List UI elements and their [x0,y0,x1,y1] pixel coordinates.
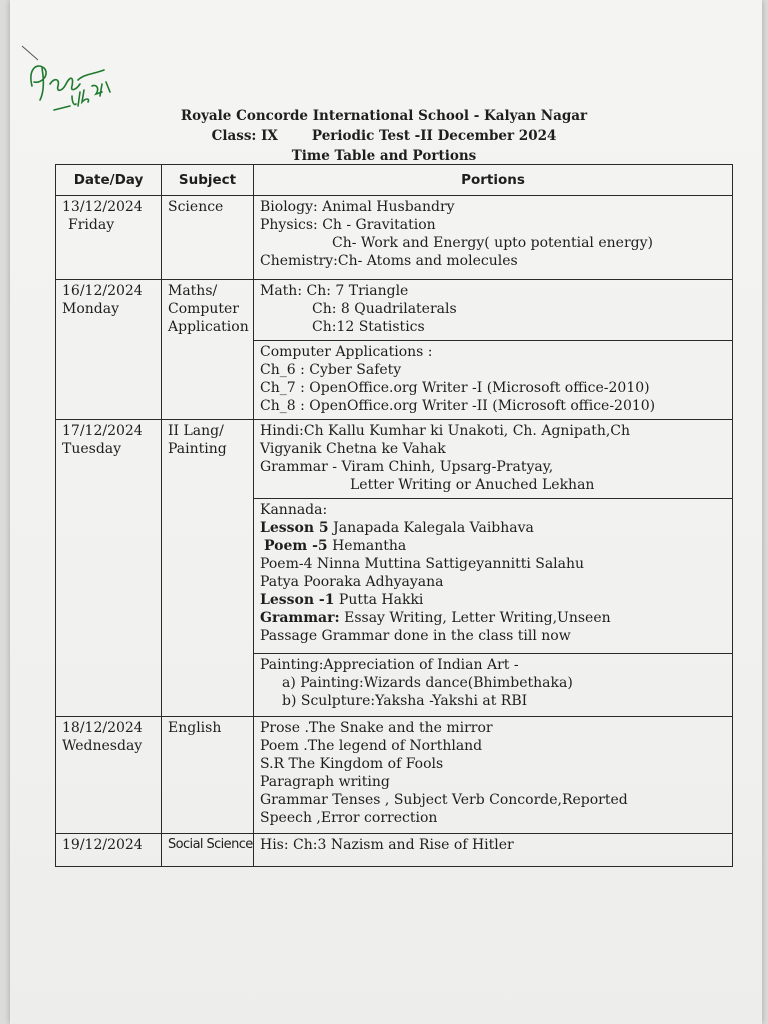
subject-line: Painting [168,441,227,457]
page-subtitle: Time Table and Portions [291,148,477,164]
portion-line: Patya Pooraka Adhyayana [260,574,444,590]
portion-line: Speech ,Error correction [260,810,438,826]
column-header-date: Date/Day [56,165,162,196]
portion-line: Vigyanik Chetna ke Vahak [260,441,446,457]
poem-title: Hemantha [332,538,407,554]
portion-line: Kannada: [260,502,328,518]
portion-line: Math: Ch: 7 Triangle [260,283,409,299]
poem-label: Poem -5 [264,538,328,554]
day: Friday [68,217,115,233]
subject-cell [162,420,254,717]
lesson-label: Lesson -1 [260,592,335,608]
portion-line: Ch_6 : Cyber Safety [260,362,402,378]
grammar-label: Grammar: [260,610,340,626]
date: 13/12/2024 [62,199,143,215]
portions-cell [254,196,733,280]
portions-cell [254,280,733,341]
portion-line: Biology: Animal Husbandry [260,199,455,215]
portion-line: Ch: 8 Quadrilaterals [312,301,457,317]
portion-line: S.R The Kingdom of Fools [260,756,444,772]
subject-line: Social Science [168,837,253,852]
class-label: Class: IX [211,128,278,144]
subject-line: Computer [168,301,239,317]
table-row [56,280,733,341]
portion-line: Hindi:Ch Kallu Kumhar ki Unakoti, Ch. Agnipath,Ch [260,423,631,439]
date-cell [56,420,162,717]
portion-line: Poem .The legend of Northland [260,738,483,754]
table-row [56,420,733,499]
portion-line: Painting:Appreciation of Indian Art - [260,657,519,673]
portions-cell [254,834,733,867]
portion-line: Paragraph writing [260,774,390,790]
portion-line: Passage Grammar done in the class till now [260,628,571,644]
portion-line: b) Sculpture:Yaksha -Yakshi at RBI [282,693,528,709]
test-name: Periodic Test -II December 2024 [311,128,557,144]
day: Tuesday [62,441,122,457]
portion-line: His: Ch:3 Nazism and Rise of Hitler [260,837,514,853]
portion-line: Poem-4 Ninna Muttina Sattigeyannitti Salahu [260,556,585,572]
portion-line: Ch- Work and Energy( upto potential energy) [332,235,653,251]
grammar-text: Essay Writing, Letter Writing,Unseen [344,610,611,626]
date-cell [56,196,162,280]
date: 16/12/2024 [62,283,143,299]
table-header-row [56,165,733,196]
table-row [56,834,733,867]
subject-line: Application [168,319,249,335]
portion-line: Chemistry:Ch- Atoms and molecules [260,253,518,269]
date: 18/12/2024 [62,720,143,736]
portions-cell [254,499,733,654]
portions-cell [254,654,733,717]
portion-line: Ch_8 : OpenOffice.org Writer -II (Microsoft office-2010) [260,398,656,414]
portion-line: Grammar Tenses , Subject Verb Concorde,Reported [260,792,628,808]
date-cell [56,717,162,834]
subject-line: Science [168,199,224,215]
day: Wednesday [62,738,143,754]
subject-cell [162,717,254,834]
portion-line: Ch:12 Statistics [312,319,425,335]
date-cell [56,834,162,867]
subject-cell [162,280,254,420]
portions-cell [254,341,733,420]
column-header-subject: Subject [162,165,254,196]
portion-line: Physics: Ch - Gravitation [260,217,436,233]
school-name: Royale Concorde International School - Kalyan Nagar [180,108,588,124]
portion-line: Letter Writing or Anuched Lekhan [350,477,595,493]
subject-line: II Lang/ [168,423,224,439]
class-and-test [0,128,768,144]
table-row [56,717,733,834]
portion-line: Grammar - Viram Chinh, Upsarg-Pratyay, [260,459,554,475]
lesson-title: Putta Hakki [338,592,424,608]
portion-line: Computer Applications : [260,344,433,360]
portion-line: a) Painting:Wizards dance(Bhimbethaka) [282,675,573,691]
portions-cell [254,420,733,499]
lesson-label: Lesson 5 [260,520,329,536]
portion-line [260,537,726,555]
date-cell [56,280,162,420]
column-header-portions: Portions [254,165,733,196]
portion-line [260,591,726,609]
date: 19/12/2024 [62,837,143,853]
table-row [56,196,733,280]
lesson-title: Janapada Kalegala Vaibhava [333,520,534,536]
subject-line: English [168,720,222,736]
day: Monday [62,301,119,317]
portions-cell [254,717,733,834]
subject-line: Maths/ [168,283,218,299]
portion-line [260,519,726,537]
timetable [55,164,733,867]
date: 17/12/2024 [62,423,143,439]
portion-line: Ch_7 : OpenOffice.org Writer -I (Microsoft office-2010) [260,380,650,396]
portion-line [260,609,726,627]
subject-cell [162,196,254,280]
subject-cell [162,834,254,867]
portion-line: Prose .The Snake and the mirror [260,720,493,736]
